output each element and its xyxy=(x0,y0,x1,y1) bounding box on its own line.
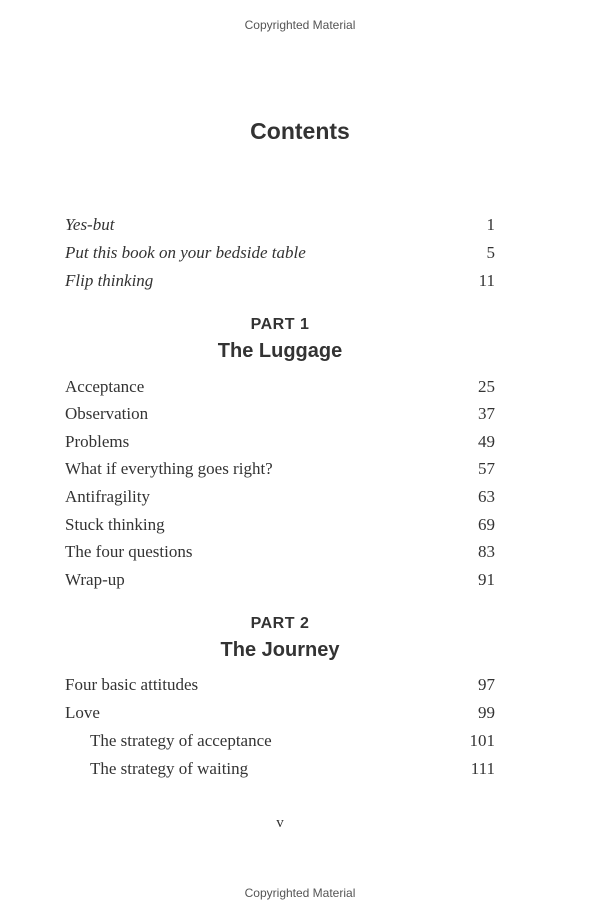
toc-entry xyxy=(65,271,495,291)
entry-label: Love xyxy=(65,703,100,722)
toc-entry xyxy=(65,432,495,452)
entry-page: 63 xyxy=(478,487,495,506)
part-title: The Luggage xyxy=(217,340,343,362)
entry-page: 69 xyxy=(478,515,495,534)
entry-page: 91 xyxy=(478,570,495,589)
watermark-top: Copyrighted Material xyxy=(244,18,356,32)
toc-entry xyxy=(65,404,495,424)
part-title: The Journey xyxy=(220,639,340,661)
entry-page: 5 xyxy=(486,243,495,262)
toc-entry xyxy=(65,675,495,695)
entry-label: Stuck thinking xyxy=(65,515,165,534)
part-number: PART 2 xyxy=(250,615,310,632)
toc-entry xyxy=(65,377,495,397)
toc-entry xyxy=(65,703,495,723)
entry-page: 37 xyxy=(478,404,495,423)
entry-page: 111 xyxy=(470,759,495,778)
toc-entry xyxy=(65,515,495,535)
entry-label: Yes-but xyxy=(65,215,115,234)
entry-page: 101 xyxy=(469,731,495,750)
entry-page: 83 xyxy=(478,542,495,561)
entry-label: What if everything goes right? xyxy=(65,459,273,478)
entry-page: 57 xyxy=(478,459,495,478)
toc-entry xyxy=(65,215,495,235)
toc-entry xyxy=(65,570,495,590)
toc-entry xyxy=(65,542,495,562)
entry-label: Flip thinking xyxy=(65,271,154,290)
entry-label: Observation xyxy=(65,404,149,423)
toc-subentry xyxy=(65,731,495,751)
entry-label: The strategy of waiting xyxy=(90,759,249,778)
entry-page: 25 xyxy=(478,377,495,396)
page-folio: v xyxy=(276,815,284,831)
part-number: PART 1 xyxy=(250,316,310,333)
watermark-bottom: Copyrighted Material xyxy=(244,886,356,900)
toc-entry xyxy=(65,243,495,263)
entry-label: Problems xyxy=(65,432,130,451)
entry-label: Antifragility xyxy=(65,487,150,506)
entry-label: The strategy of acceptance xyxy=(90,731,272,750)
entry-page: 11 xyxy=(478,271,495,290)
entry-page: 1 xyxy=(486,215,495,234)
entry-label: Put this book on your bedside table xyxy=(65,243,306,262)
toc-subentry xyxy=(65,759,495,779)
toc-entry xyxy=(65,459,495,479)
page-title: Contents xyxy=(250,118,350,144)
entry-page: 99 xyxy=(478,703,495,722)
entry-label: The four questions xyxy=(65,542,193,561)
entry-label: Acceptance xyxy=(65,377,145,396)
entry-label: Four basic attitudes xyxy=(65,675,199,694)
entry-page: 97 xyxy=(478,675,495,694)
toc-entry xyxy=(65,487,495,507)
entry-label: Wrap-up xyxy=(65,570,125,589)
entry-page: 49 xyxy=(478,432,495,451)
